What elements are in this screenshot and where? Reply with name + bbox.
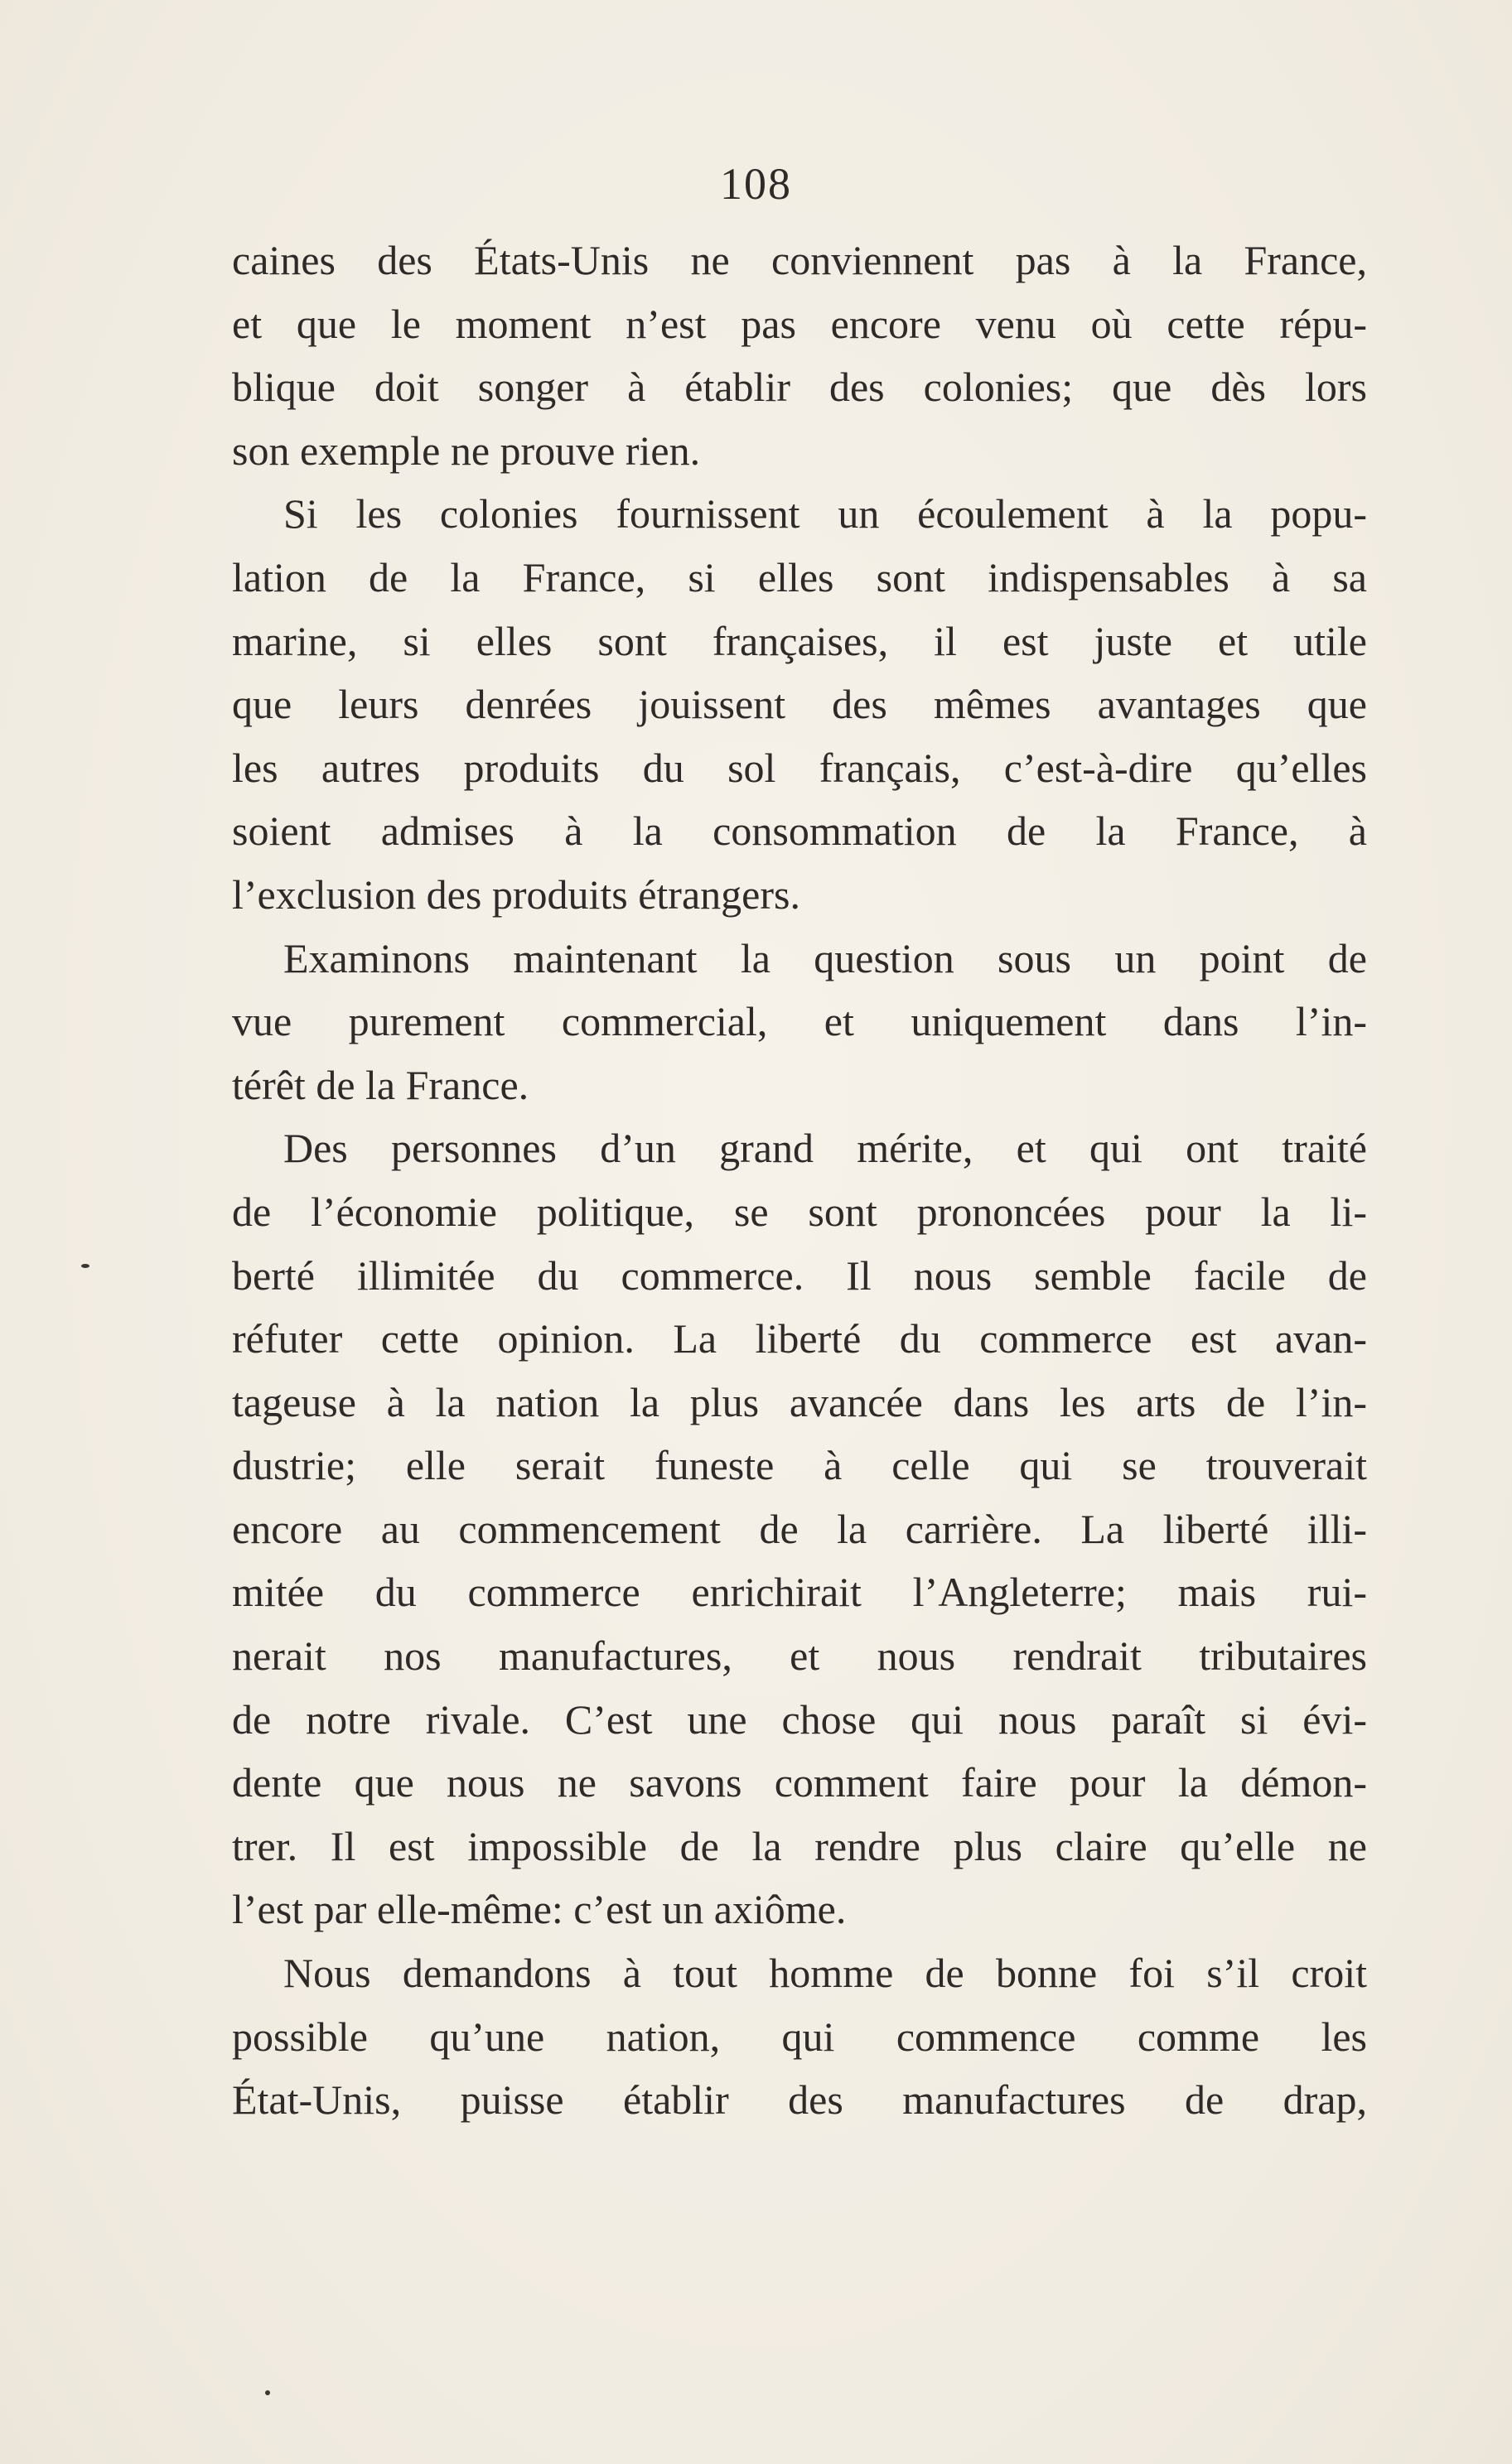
text-line: l’est par elle-même: c’est un axiôme. <box>232 1886 847 1933</box>
bottom-speck <box>265 2390 270 2395</box>
text-line: État-Unis, puisse établir des manufactures de drap, <box>232 2076 1367 2124</box>
text-line: Des personnes d’un grand mérite, et qui ont traité <box>283 1125 1367 1172</box>
margin-mark <box>81 1264 89 1268</box>
text-line: l’exclusion des produits étrangers. <box>232 870 800 918</box>
text-line: de notre rivale. C’est une chose qui nous paraît si évi- <box>232 1695 1367 1743</box>
text-line: dente que nous ne savons comment faire pour la démon- <box>232 1759 1367 1806</box>
text-line: Nous demandons à tout homme de bonne foi s’il croit <box>283 1950 1367 1997</box>
text-line: trer. Il est impossible de la rendre plus claire qu’elle ne <box>232 1822 1367 1869</box>
text-line: soient admises à la consommation de la France, à <box>232 808 1367 855</box>
text-line: marine, si elles sont françaises, il est juste et utile <box>232 617 1367 664</box>
text-line: lation de la France, si elles sont indispensables à sa <box>232 553 1367 600</box>
text-line: blique doit songer à établir des colonies; que dès lors <box>232 364 1367 411</box>
text-line: de l’économie politique, se sont prononcées pour la li- <box>232 1188 1367 1235</box>
text-line: les autres produits du sol français, c’est-à-dire qu’elles <box>232 744 1367 791</box>
text-line: vue purement commercial, et uniquement dans l’in- <box>232 998 1367 1045</box>
text-line: dustrie; elle serait funeste à celle qui se trouverait <box>232 1442 1367 1489</box>
text-line: possible qu’une nation, qui commence comme les <box>232 2013 1367 2060</box>
text-line: son exemple ne prouve rien. <box>232 427 701 474</box>
text-line: réfuter cette opinion. La liberté du commerce est avan- <box>232 1315 1367 1362</box>
text-line: Examinons maintenant la question sous un point de <box>283 934 1367 981</box>
text-line: térêt de la France. <box>232 1061 529 1108</box>
text-line: mitée du commerce enrichirait l’Angleterre; mais rui- <box>232 1569 1367 1616</box>
text-line: que leurs denrées jouissent des mêmes avantages que <box>232 681 1367 728</box>
body-text <box>232 229 1367 2132</box>
text-line: encore au commencement de la carrière. La liberté illi- <box>232 1505 1367 1552</box>
text-line: berté illimitée du commerce. Il nous semble facile de <box>232 1251 1367 1299</box>
text-line: caines des États-Unis ne conviennent pas à la France, <box>232 237 1367 283</box>
text-line: Si les colonies fournissent un écoulement à la popu- <box>283 490 1367 538</box>
page-number: 108 <box>720 159 792 209</box>
text-line: nerait nos manufactures, et nous rendrait tributaires <box>232 1632 1367 1680</box>
text-line: et que le moment n’est pas encore venu où cette répu- <box>232 300 1367 347</box>
text-line: tageuse à la nation la plus avancée dans les arts de l’in- <box>232 1378 1367 1425</box>
